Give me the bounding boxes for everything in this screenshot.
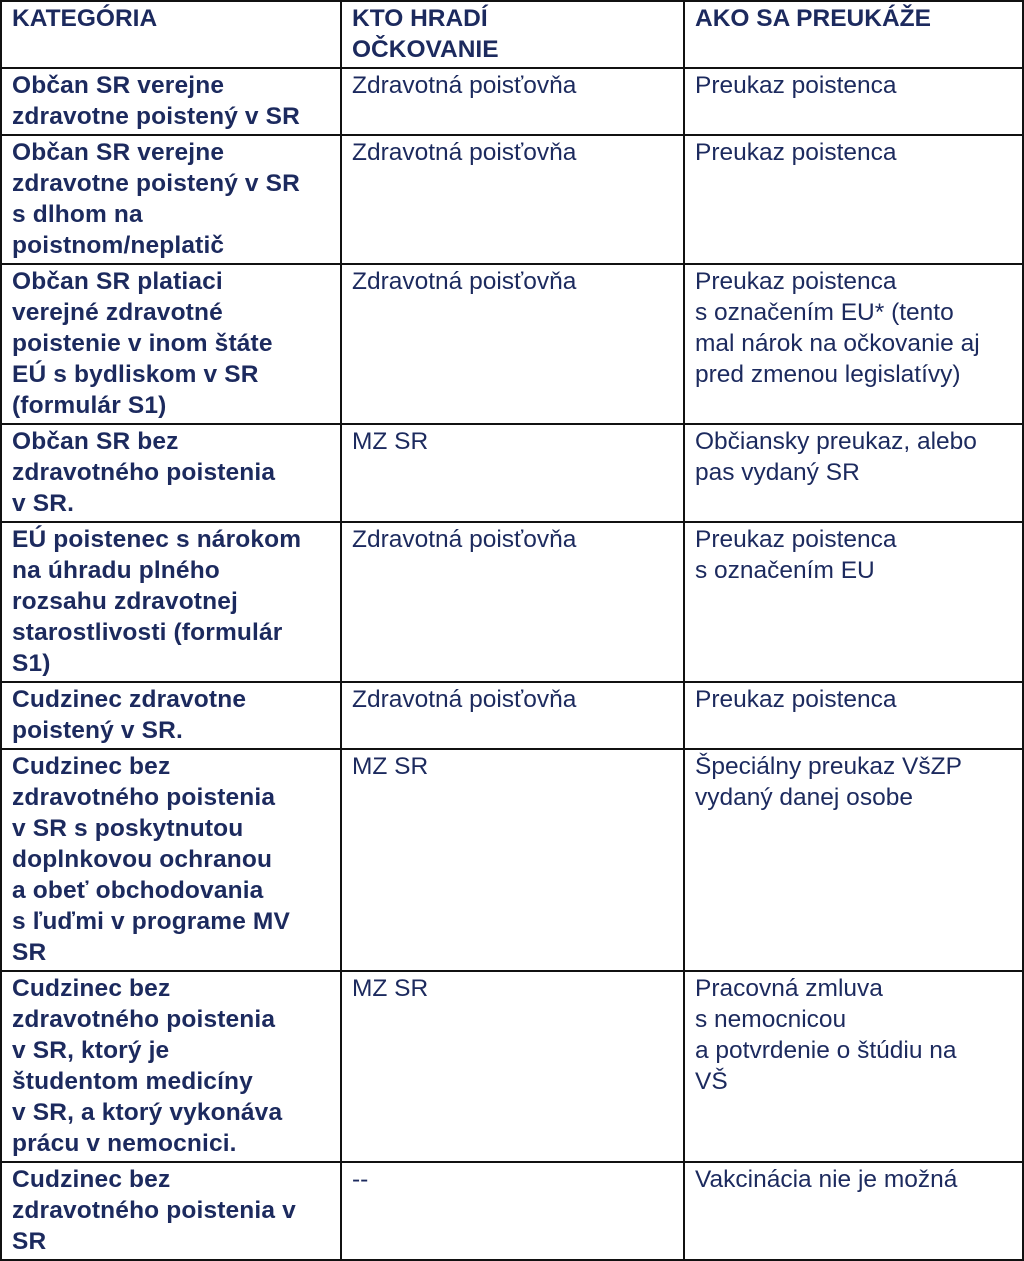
category-cell: Cudzinec bez zdravotného poistenia v SR, ktorý je študentom medicíny v SR, a ktorý vykonáva prácu v nemocnici. xyxy=(1,971,341,1162)
table-row xyxy=(1,68,1023,135)
proof-cell: Preukaz poistenca xyxy=(684,682,1023,749)
payer-cell: Zdravotná poisťovňa xyxy=(341,135,684,264)
category-cell: Občan SR bez zdravotného poistenia v SR. xyxy=(1,424,341,522)
category-cell: Cudzinec bez zdravotného poistenia v SR xyxy=(1,1162,341,1260)
payer-cell: Zdravotná poisťovňa xyxy=(341,682,684,749)
proof-cell: Pracovná zmluva s nemocnicou a potvrdenie o štúdiu na VŠ xyxy=(684,971,1023,1162)
header-proof: AKO SA PREUKÁŽE xyxy=(684,1,1023,68)
payer-cell: MZ SR xyxy=(341,424,684,522)
table-row xyxy=(1,971,1023,1162)
payer-cell: Zdravotná poisťovňa xyxy=(341,264,684,424)
table-row xyxy=(1,264,1023,424)
table-row xyxy=(1,424,1023,522)
category-cell: EÚ poistenec s nárokom na úhradu plného rozsahu zdravotnej starostlivosti (formulár S1) xyxy=(1,522,341,682)
table-row xyxy=(1,522,1023,682)
proof-cell: Preukaz poistenca xyxy=(684,135,1023,264)
header-payer: KTO HRADÍ OČKOVANIE xyxy=(341,1,684,68)
table-row xyxy=(1,749,1023,971)
header-category: KATEGÓRIA xyxy=(1,1,341,68)
table-row xyxy=(1,682,1023,749)
table-row xyxy=(1,135,1023,264)
category-cell: Cudzinec zdravotne poistený v SR. xyxy=(1,682,341,749)
payer-cell: Zdravotná poisťovňa xyxy=(341,68,684,135)
proof-cell: Vakcinácia nie je možná xyxy=(684,1162,1023,1260)
proof-cell: Preukaz poistenca s označením EU xyxy=(684,522,1023,682)
category-cell: Občan SR verejne zdravotne poistený v SR xyxy=(1,68,341,135)
payer-cell: MZ SR xyxy=(341,971,684,1162)
proof-cell: Preukaz poistenca xyxy=(684,68,1023,135)
category-cell: Cudzinec bez zdravotného poistenia v SR s poskytnutou doplnkovou ochranou a obeť obchodovania s ľuďmi v programe MV SR xyxy=(1,749,341,971)
category-cell: Občan SR verejne zdravotne poistený v SR s dlhom na poistnom/neplatič xyxy=(1,135,341,264)
category-cell: Občan SR platiaci verejné zdravotné poistenie v inom štáte EÚ s bydliskom v SR (formulár S1) xyxy=(1,264,341,424)
payer-cell: Zdravotná poisťovňa xyxy=(341,522,684,682)
proof-cell: Preukaz poistenca s označením EU* (tento mal nárok na očkovanie aj pred zmenou legislatívy) xyxy=(684,264,1023,424)
proof-cell: Občiansky preukaz, alebo pas vydaný SR xyxy=(684,424,1023,522)
proof-cell: Špeciálny preukaz VšZP vydaný danej osobe xyxy=(684,749,1023,971)
table-header-row xyxy=(1,1,1023,68)
payer-cell: -- xyxy=(341,1162,684,1260)
payer-cell: MZ SR xyxy=(341,749,684,971)
table-row xyxy=(1,1162,1023,1260)
